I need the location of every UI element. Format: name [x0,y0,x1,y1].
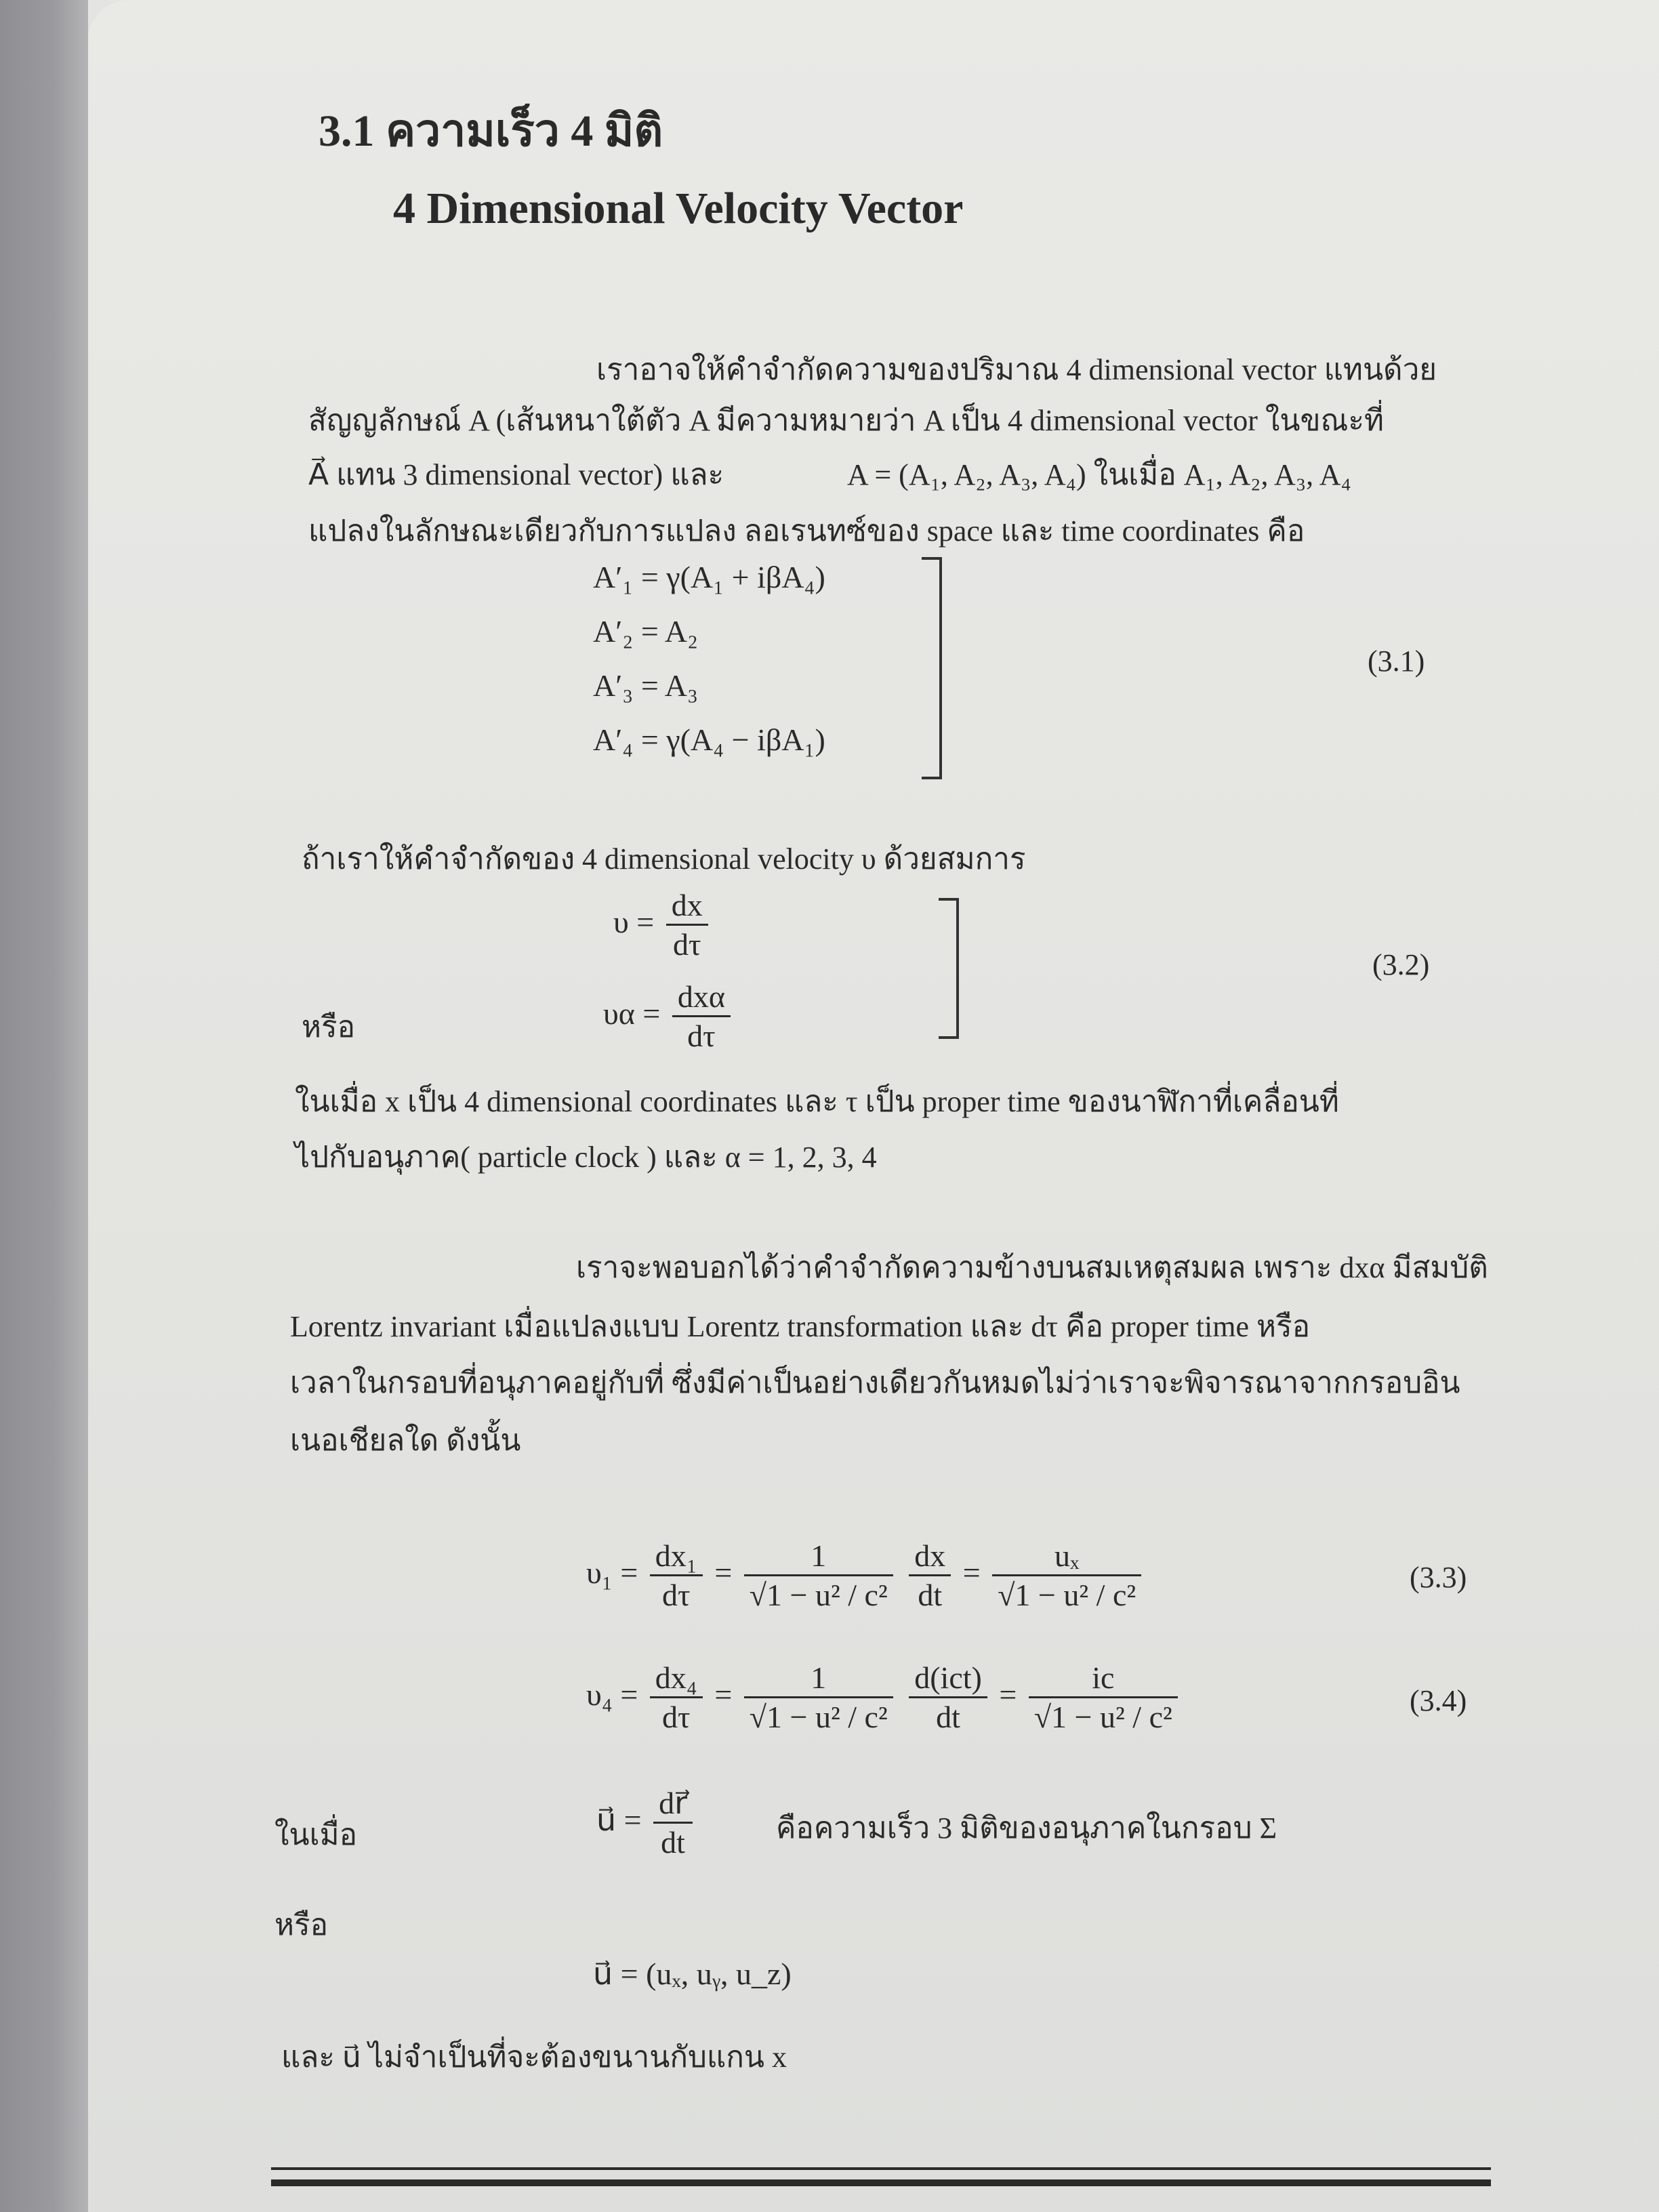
eq34-frac4 [1029,1660,1178,1736]
para1-line3b: A = (A₁, A₂, A₃, A₄) ในเมื่อ A₁, A₂, A₃, A₄ [847,458,1351,491]
def-or: หรือ [274,1908,329,1942]
eq31-bracket [922,557,942,779]
eq34-eq2: = [999,1677,1017,1713]
eq32-lhs2: υα = [603,996,661,1031]
eq34 [586,1660,1182,1736]
eq33-eq2: = [962,1555,981,1591]
eq34-lhs: υ₄ = [586,1677,638,1713]
eq33-n2: 1 [744,1538,893,1576]
eq34-n1: dx₄ [650,1660,703,1698]
eq31-line4: A′₄ = γ(A₄ − iβA₁) [593,722,825,757]
eq32-frac1 [666,888,708,963]
eq33-d1: dτ [662,1577,691,1612]
para1-line4: แปลงในลักษณะเดียวกับการแปลง ลอเรนทซ์ของ space และ time coordinates คือ [308,514,1305,548]
def-u-eq [596,1786,697,1861]
eq34-d4: √1 − u² / c² [1033,1699,1172,1734]
eq33-n4: uₓ [992,1538,1141,1576]
def-u-frac [653,1786,693,1861]
eq31-line2: A′₂ = A₂ [593,614,698,649]
section-title-thai: 3.1 ความเร็ว 4 มิติ [319,106,663,156]
def-when: ในเมื่อ [274,1818,358,1851]
eq33-d3: dt [918,1577,943,1612]
def-u-components: u⃗ = (uₓ, uᵧ, u_z) [593,1957,792,1991]
eq34-frac3 [909,1660,987,1736]
para1-line2: สัญญลักษณ์ A (เส้นหนาใต้ตัว A มีความหมายว่า A เป็น 4 dimensional vector ในขณะที่ [308,404,1384,437]
para1-line1: เราอาจให้คำจำกัดความของปริมาณ 4 dimensional vector แทนด้วย [596,353,1437,386]
def-u-text: คือความเร็ว 3 มิติของอนุภาคในกรอบ Σ [776,1811,1277,1845]
eq33-n3: dx [909,1538,951,1576]
eq32-num2: dxα [672,979,731,1017]
para2: ถ้าเราให้คำจำกัดของ 4 dimensional velocity υ ด้วยสมการ [302,842,1026,876]
eq31-line3: A′₃ = A₃ [593,668,698,703]
eq31-line1: A′₁ = γ(A₁ + iβA₄) [593,560,825,594]
def-u-lhs: u⃗ = [596,1803,642,1838]
eq34-n2: 1 [744,1660,893,1698]
eq33-n1: dx₁ [650,1538,703,1576]
eq33-frac1 [650,1538,703,1614]
eq33-frac4 [992,1538,1141,1614]
para3-line2: ไปกับอนุภาค( particle clock ) และ α = 1, 2, 3, 4 [295,1141,877,1174]
eq33-number: (3.3) [1410,1561,1467,1594]
eq33-d2: √1 − u² / c² [749,1577,888,1612]
section-title-english: 4 Dimensional Velocity Vector [393,184,964,233]
eq32-den1: dτ [672,926,701,962]
eq34-d1: dτ [662,1699,691,1734]
para4-line2: Lorentz invariant เมื่อแปลงแบบ Lorentz transformation และ dτ คือ proper time หรือ [290,1310,1311,1343]
footer-rule-thin [271,2167,1491,2170]
eq33-lhs: υ₁ = [586,1555,638,1591]
eq32-bracket [939,898,959,1039]
para4-line1: เราจะพอบอกได้ว่าคำจำกัดความข้างบนสมเหตุสมผล เพราะ dxα มีสมบัติ [576,1251,1488,1284]
eq32-num1: dx [666,888,708,926]
eq34-d2: √1 − u² / c² [749,1699,888,1734]
def-u-den: dt [661,1824,685,1860]
eq34-eq1: = [714,1677,733,1713]
eq34-d3: dt [936,1699,960,1734]
eq32-frac2 [672,979,731,1054]
eq32-den2: dτ [687,1018,716,1053]
def-last-line: และ u⃗ ไม่จำเป็นที่จะต้องขนานกับแกน x [281,2041,787,2074]
eq32-lhs1: υ = [613,905,655,940]
book-spine-shadow [0,0,88,2212]
eq34-frac2 [744,1660,893,1736]
para3-line1: ในเมื่อ x เป็น 4 dimensional coordinates และ τ เป็น proper time ของนาฬิกาที่เคลื่อนที่ [295,1085,1339,1118]
eq34-frac1 [650,1660,703,1736]
eq34-number: (3.4) [1410,1684,1467,1717]
def-u-num: dr⃗ [653,1786,693,1824]
eq34-n4: ic [1029,1660,1178,1698]
eq33 [586,1538,1145,1614]
eq32-row1 [613,888,712,963]
footer-rule-thick [271,2179,1491,2186]
eq33-frac2 [744,1538,893,1614]
para4-line3: เวลาในกรอบที่อนุภาคอยู่กับที่ ซึ่งมีค่าเป็นอย่างเดียวกันหมดไม่ว่าเราจะพิจารณาจากกรอบอิน [290,1366,1460,1399]
para1-line3a: A⃗ แทน 3 dimensional vector) และ [308,458,724,491]
eq32-row2 [603,979,735,1054]
eq33-eq1: = [714,1555,733,1591]
para4-line4: เนอเชียลใด ดังนั้น [290,1424,521,1457]
eq34-n3: d(ict) [909,1660,987,1698]
eq33-frac3 [909,1538,951,1614]
eq32-number: (3.2) [1372,948,1430,981]
eq33-d4: √1 − u² / c² [998,1577,1136,1612]
eq32-or: หรือ [302,1010,356,1044]
eq31-number: (3.1) [1368,644,1425,678]
